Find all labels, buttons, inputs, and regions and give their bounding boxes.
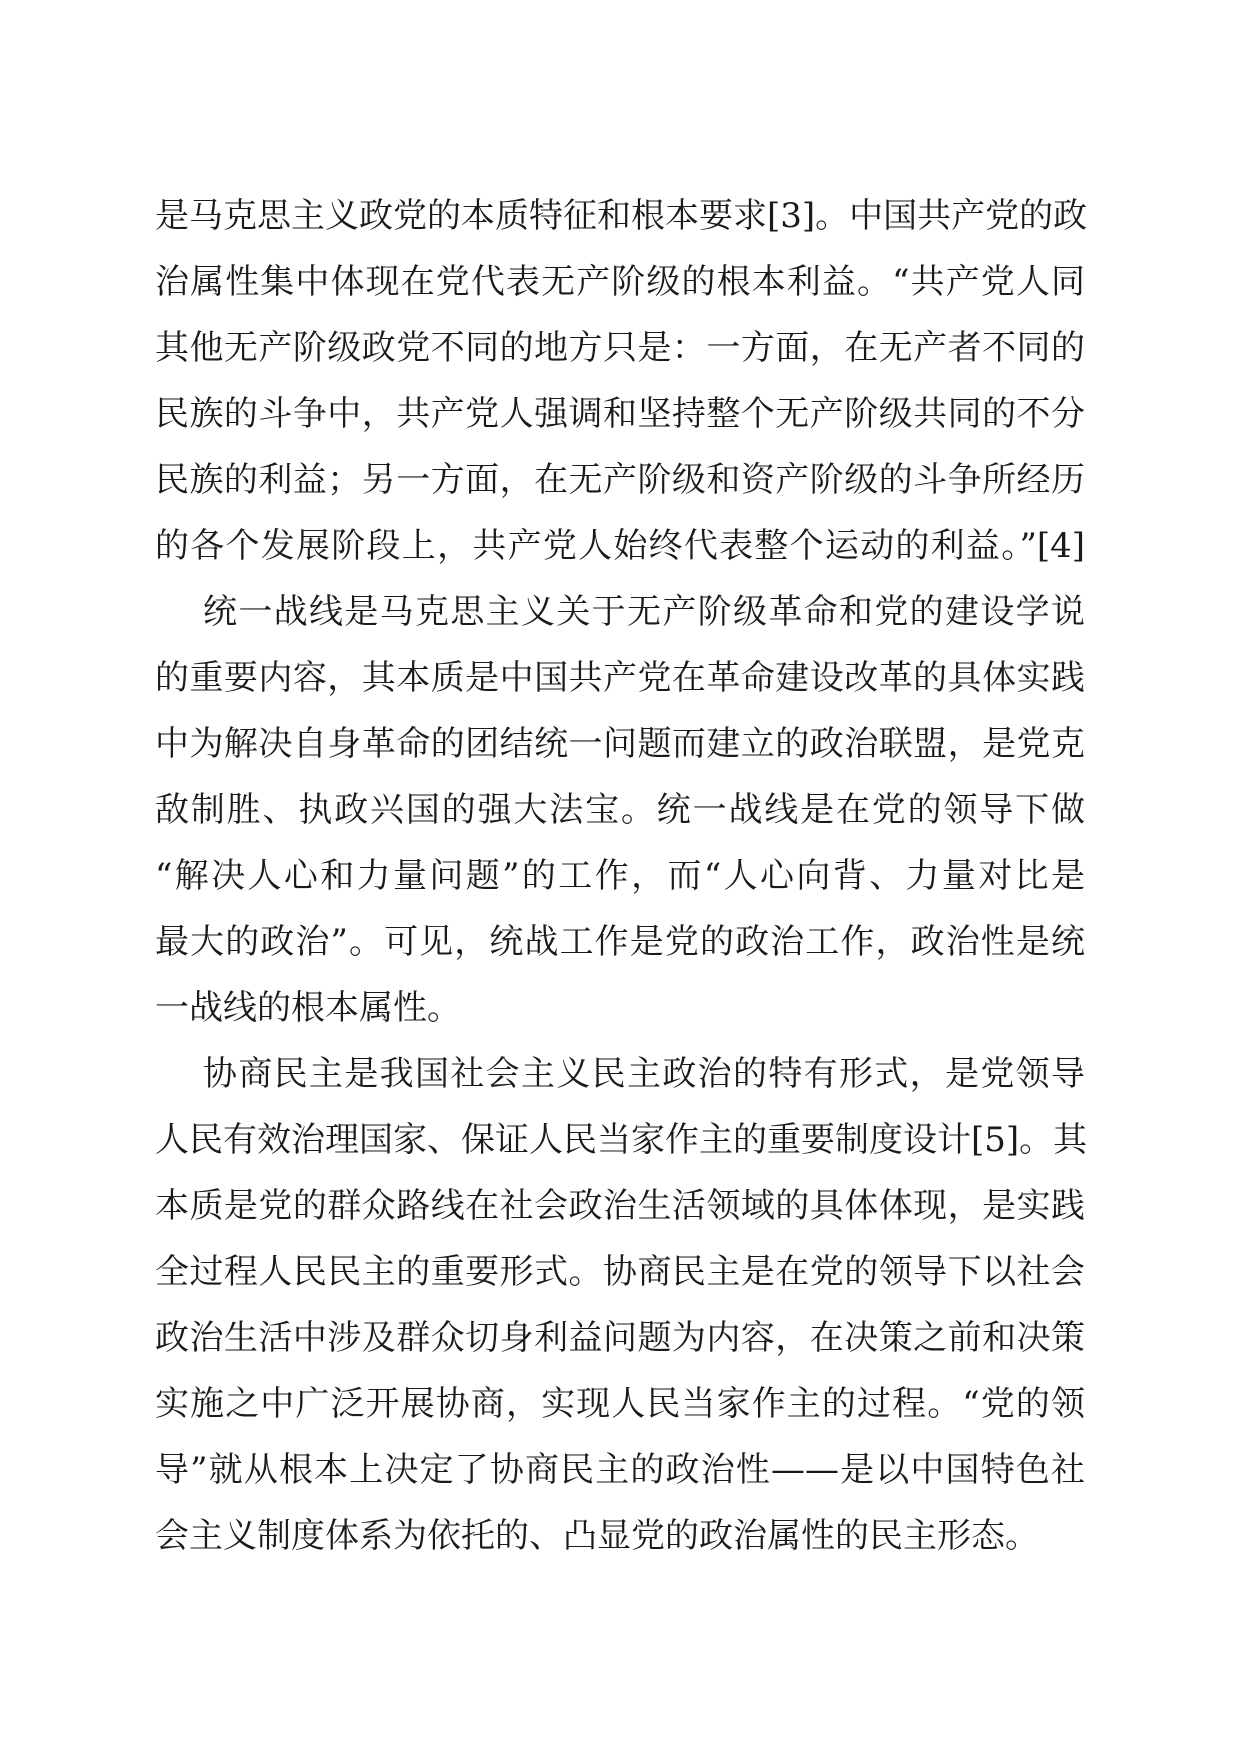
text-line: 最大的政治”。可见，统战工作是党的政治工作，政治性是统 bbox=[155, 922, 1085, 962]
text-line: 本质是党的群众路线在社会政治生活领域的具体体现，是实践 bbox=[155, 1186, 1085, 1226]
text-line: 的重要内容，其本质是中国共产党在革命建设改革的具体实践 bbox=[155, 658, 1085, 698]
text-line: 中为解决自身革命的团结统一问题而建立的政治联盟，是党克 bbox=[155, 724, 1085, 764]
text-line: 统一战线是马克思主义关于无产阶级革命和党的建设学说 bbox=[203, 592, 1085, 632]
text-line: 会主义制度体系为依托的、凸显党的政治属性的民主形态。 bbox=[155, 1516, 1039, 1556]
text-line: 敌制胜、执政兴国的强大法宝。统一战线是在党的领导下做 bbox=[155, 790, 1085, 830]
text-line: 全过程人民民主的重要形式。协商民主是在党的领导下以社会 bbox=[155, 1252, 1085, 1292]
paragraph-3 bbox=[155, 1041, 1088, 1569]
paragraph-1 bbox=[155, 183, 1088, 579]
text-line: 导”就从根本上决定了协商民主的政治性——是以中国特色社 bbox=[155, 1450, 1085, 1490]
text-line: 政治生活中涉及群众切身利益问题为内容，在决策之前和决策 bbox=[155, 1318, 1085, 1358]
text-line: 其他无产阶级政党不同的地方只是：一方面，在无产者不同的 bbox=[155, 328, 1085, 368]
document-body bbox=[155, 183, 1088, 1569]
text-line: 的各个发展阶段上，共产党人始终代表整个运动的利益。”[4] bbox=[155, 526, 1085, 566]
text-line: 治属性集中体现在党代表无产阶级的根本利益。“共产党人同 bbox=[155, 262, 1085, 302]
text-line: 一战线的根本属性。 bbox=[155, 988, 461, 1028]
text-line: 协商民主是我国社会主义民主政治的特有形式，是党领导 bbox=[203, 1054, 1085, 1094]
text-line: 是马克思主义政党的本质特征和根本要求[3]。中国共产党的政 bbox=[155, 196, 1088, 236]
text-line: 人民有效治理国家、保证人民当家作主的重要制度设计[5]。其 bbox=[155, 1120, 1088, 1160]
text-line: “解决人心和力量问题”的工作，而“人心向背、力量对比是 bbox=[155, 856, 1085, 896]
paragraph-2 bbox=[155, 579, 1085, 1041]
text-line: 实施之中广泛开展协商，实现人民当家作主的过程。“党的领 bbox=[155, 1384, 1085, 1424]
text-line: 民族的利益；另一方面，在无产阶级和资产阶级的斗争所经历 bbox=[155, 460, 1085, 500]
text-line: 民族的斗争中，共产党人强调和坚持整个无产阶级共同的不分 bbox=[155, 394, 1085, 434]
